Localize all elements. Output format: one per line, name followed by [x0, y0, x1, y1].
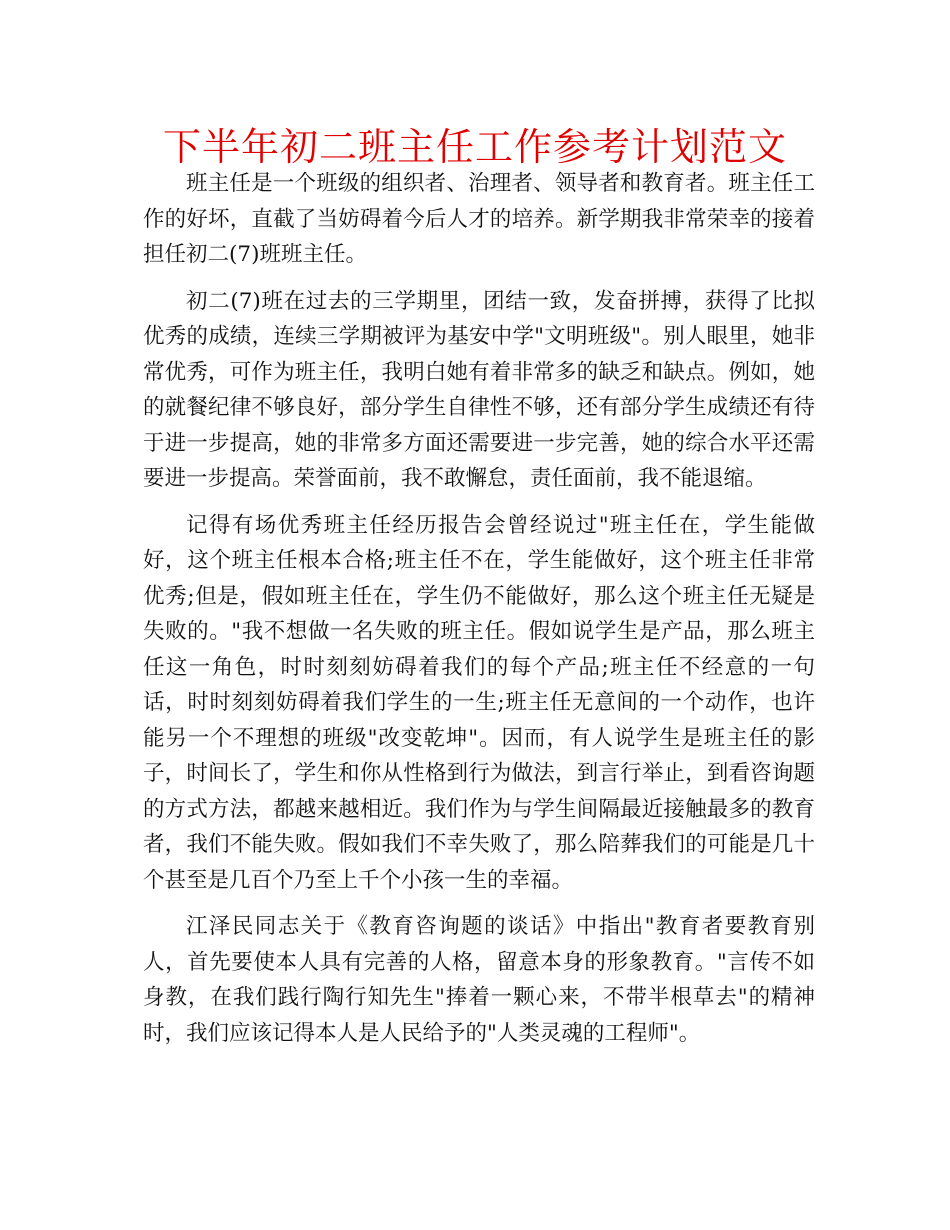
- document-body: [143, 166, 815, 1062]
- document-title: 下半年初二班主任工作参考计划范文: [162, 125, 787, 169]
- paragraph-1: 班主任是一个班级的组织者、治理者、领导者和教育者。班主任工作的好坏，直截了当妨碍着今后人才的培养。新学期我非常荣幸的接着担任初二(7)班班主任。: [143, 171, 815, 267]
- paragraph-2: 初二(7)班在过去的三学期里，团结一致，发奋拼搏，获得了比拟优秀的成绩，连续三学期被评为基安中学"文明班级"。别人眼里，她非常优秀，可作为班主任，我明白她有着非常多的缺乏和缺点。例如，她的就餐纪律不够良好，部分学生自律性不够，还有部分学生成绩还有待于进一步提高，她的非常多方面还需要进一步完善，她的综合水平还需要进一步提高。荣誉面前，我不敢懈怠，责任面前，我不能退缩。: [143, 288, 815, 491]
- paragraph-3: 记得有场优秀班主任经历报告会曾经说过"班主任在，学生能做好，这个班主任根本合格;班主任不在，学生能做好，这个班主任非常优秀;但是，假如班主任在，学生仍不能做好，那么这个班主任无疑是失败的。"我不想做一名失败的班主任。假如说学生是产品，那么班主任这一角色，时时刻刻妨碍着我们的每个产品;班主任不经意的一句话，时时刻刻妨碍着我们学生的一生;班主任无意间的一个动作，也许能另一个不理想的班级"改变乾坤"。因而，有人说学生是班主任的影子，时间长了，学生和你从性格到行为做法，到言行举止，到看咨询题的方式方法，都越来越相近。我们作为与学生间隔最近接触最多的教育者，我们不能失败。假如我们不幸失败了，那么陪葬我们的可能是几十个甚至是几百个乃至上千个小孩一生的幸福。: [143, 512, 815, 893]
- paragraph-4: 江泽民同志关于《教育咨询题的谈话》中指出"教育者要教育别人，首先要使本人具有完善的人格，留意本身的形象教育。"言传不如身教，在我们践行陶行知先生"捧着一颗心来，不带半根草去"的精神时，我们应该记得本人是人民给予的"人类灵魂的工程师"。: [143, 914, 815, 1046]
